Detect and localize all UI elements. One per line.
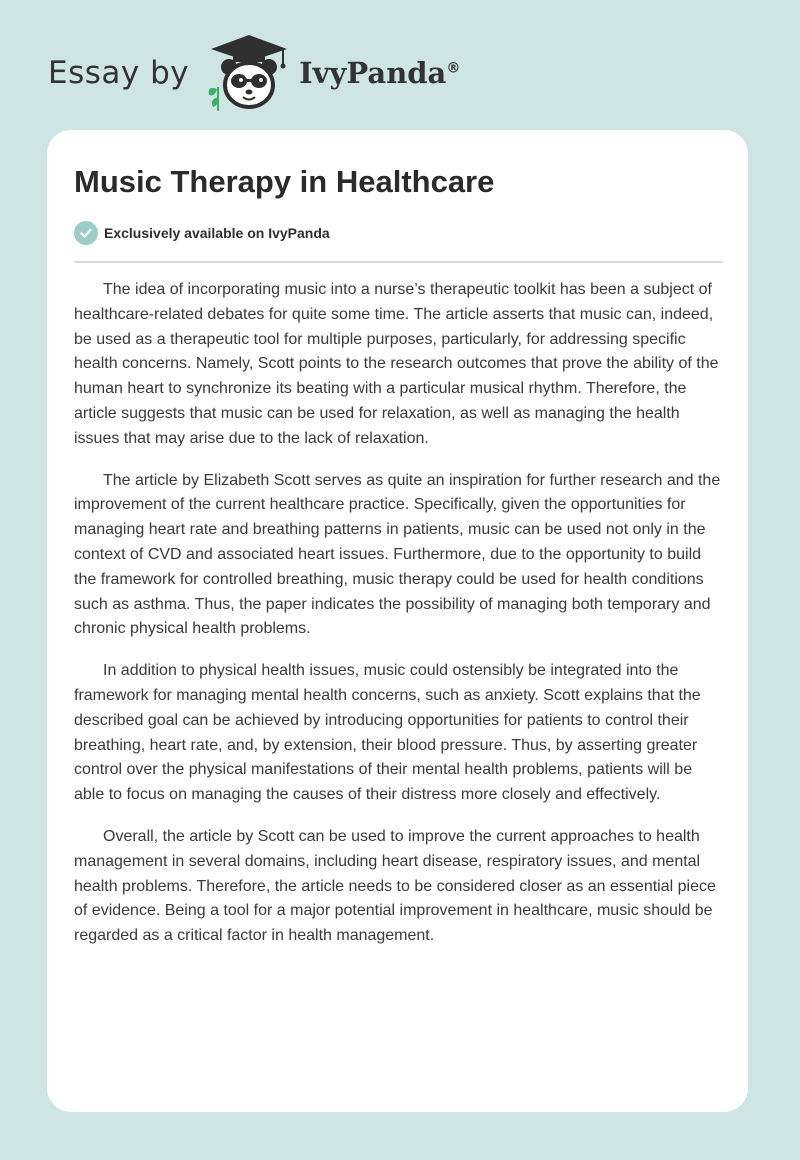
essay-paragraph: The idea of incorporating music into a nurse’s therapeutic toolkit has been a subject of healthcare-related debates for quite some time. The article asserts that music can, indeed, be used as a therapeutic tool for multiple purposes, particularly, for addressing specific health concerns. Namely, Scott points to the research outcomes that prove the ability of the human heart to synchronize its beating with a particular musical rhythm. Therefore, the article suggests that music can be used for relaxation, as well as managing the health issues that may arise due to the lack of relaxation. (74, 281, 719, 447)
essay-body (74, 278, 726, 966)
divider (74, 261, 723, 263)
page-title: Music Therapy in Healthcare (74, 164, 495, 199)
exclusive-badge (74, 221, 330, 245)
ivypanda-brand[interactable] (299, 56, 460, 90)
registered-mark: ® (446, 60, 461, 77)
brand-name: IvyPanda (299, 56, 447, 90)
essay-paragraph: In addition to physical health issues, music could ostensibly be integrated into the framework for managing mental health concerns, such as anxiety. Scott explains that the described goal can be achieved by introducing opportunities for patients to control their breathing, heart rate, and, by extension, their blood pressure. Thus, by asserting greater control over the physical manifestations of their mental health problems, patients will be able to focus on managing the causes of their distress more closely and effectively. (74, 662, 701, 804)
essay-by-label: Essay by (48, 55, 190, 91)
essay-card (47, 130, 748, 1112)
site-header (48, 28, 548, 118)
exclusive-badge-label: Exclusively available on IvyPanda (104, 225, 330, 241)
ivypanda-panda-logo-icon[interactable] (203, 31, 295, 115)
checkmark-icon (74, 221, 98, 245)
essay-paragraph: The article by Elizabeth Scott serves as quite an inspiration for further research and the improvement of the current healthcare practice. Specifically, given the opportunities for managing heart rate and breathing patterns in patients, music can be used not only in the context of CVD and associated heart issues. Furthermore, due to the opportunity to build the framework for controlled breathing, music therapy could be used for health conditions such as asthma. Thus, the paper indicates the possibility of managing both temporary and chronic physical health problems. (74, 471, 721, 638)
essay-paragraph: Overall, the article by Scott can be used to improve the current approaches to health management in several domains, including heart disease, respiratory issues, and mental health problems. Therefore, the article needs to be considered closer as an essential piece of evidence. Being a tool for a major potential improvement in healthcare, music should be regarded as a critical factor in health management. (74, 827, 716, 945)
